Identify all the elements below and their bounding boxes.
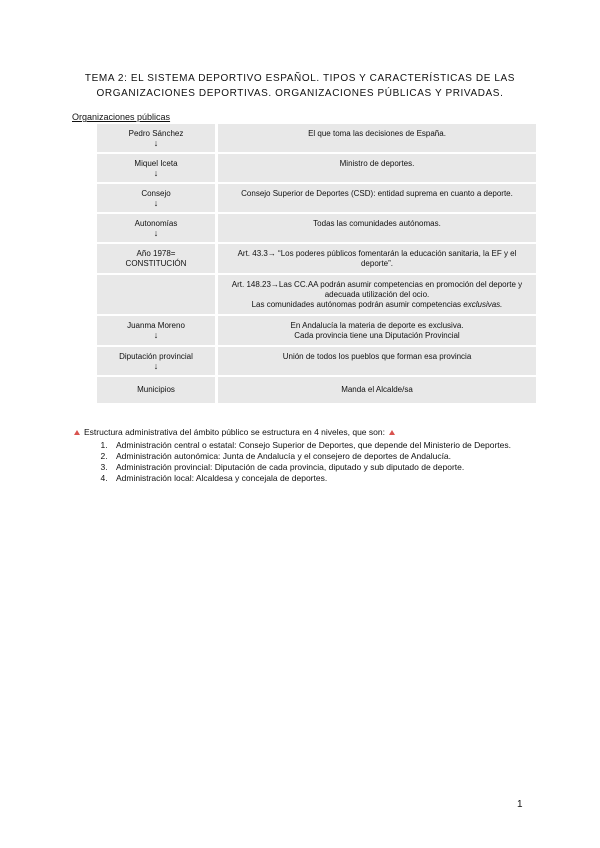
list-item: 3. Administración provincial: Diputación de cada provincia, diputado y sub diputado de deporte. <box>110 462 534 473</box>
table-cell-entity <box>97 184 218 214</box>
table-cell-entity <box>97 244 218 275</box>
list-item: 2. Administración autonómica: Junta de Andalucía y el consejero de deportes de Andalucía. <box>110 451 534 462</box>
down-arrow-icon: ↓ <box>153 361 159 371</box>
table-row <box>97 154 536 184</box>
table-cell-entity <box>97 154 218 184</box>
emphasis-text: exclusivas. <box>463 300 503 309</box>
table-cell-description: Ministro de deportes. <box>218 154 536 184</box>
table-cell-description: Art. 43.3→ “Los poderes públicos fomentarán la educación sanitaria, la EF y el deporte”. <box>218 244 536 275</box>
red-triangle-marker-icon <box>389 430 395 435</box>
entity-label: Juanma Moreno <box>127 321 185 330</box>
description-line: Cada provincia tiene una Diputación Provincial <box>294 331 460 340</box>
list-item: 1. Administración central o estatal: Consejo Superior de Deportes, que depende del Ministerio de Deportes. <box>110 440 534 451</box>
down-arrow-icon: ↓ <box>153 228 159 238</box>
table-row <box>97 184 536 214</box>
table-cell-description: Unión de todos los pueblos que forman esa provincia <box>218 347 536 377</box>
down-arrow-icon: ↓ <box>153 168 159 178</box>
structure-intro-text: Estructura administrativa del ámbito público se estructura en 4 niveles, que son: <box>84 427 385 437</box>
down-arrow-icon: ↓ <box>153 330 159 340</box>
table-cell-description <box>218 275 536 316</box>
table-cell-entity <box>97 347 218 377</box>
description-line: Art. 148.23→Las CC.AA podrán asumir competencias en promoción del deporte y adecuada utilización del ocio. <box>231 280 523 299</box>
table-cell-entity <box>97 124 218 154</box>
entity-label: Pedro Sánchez <box>128 129 184 138</box>
structure-intro <box>74 427 534 438</box>
description-line: Las comunidades autónomas podrán asumir competencias <box>251 300 464 309</box>
table-row <box>97 124 536 154</box>
list-item: 4. Administración local: Alcaldesa y concejala de deportes. <box>110 473 534 484</box>
entity-label: Diputación provincial <box>119 352 193 361</box>
description-line: En Andalucía la materia de deporte es exclusiva. <box>290 321 464 330</box>
levels-list <box>74 440 534 484</box>
table-cell-description: Consejo Superior de Deportes (CSD): entidad suprema en cuanto a deporte. <box>218 184 536 214</box>
document-title: TEMA 2: EL SISTEMA DEPORTIVO ESPAÑOL. TIPOS Y CARACTERÍSTICAS DE LAS ORGANIZACIONES DEPORTIVAS. ORGANIZACIONES PÚBLICAS Y PRIVADAS. <box>84 73 516 99</box>
table-row <box>97 275 536 316</box>
table-row <box>97 214 536 244</box>
table-row <box>97 377 536 405</box>
public-organizations-table <box>97 124 536 405</box>
table-cell-description <box>218 316 536 347</box>
table-cell-description: Todas las comunidades autónomas. <box>218 214 536 244</box>
table-cell-description: El que toma las decisiones de España. <box>218 124 536 154</box>
table-row <box>97 244 536 275</box>
entity-label: Año 1978= <box>136 249 176 258</box>
entity-label: Miquel Iceta <box>134 159 178 168</box>
table-cell-description: Manda el Alcalde/sa <box>218 377 536 405</box>
down-arrow-icon: ↓ <box>153 198 159 208</box>
entity-label: Consejo <box>141 189 171 198</box>
admin-structure-section <box>74 427 534 484</box>
section-heading: Organizaciones públicas <box>72 112 171 122</box>
red-triangle-marker-icon <box>74 430 80 435</box>
table-cell-entity <box>97 316 218 347</box>
table-cell-entity <box>97 214 218 244</box>
table-cell-entity-empty <box>97 275 218 316</box>
entity-label-line2: CONSTITUCIÓN <box>125 259 187 268</box>
page-number: 1 <box>517 799 523 810</box>
down-arrow-icon: ↓ <box>153 138 159 148</box>
table-cell-entity: Municipios <box>97 377 218 405</box>
entity-label: Autonomías <box>134 219 178 228</box>
table-row <box>97 316 536 347</box>
table-row <box>97 347 536 377</box>
